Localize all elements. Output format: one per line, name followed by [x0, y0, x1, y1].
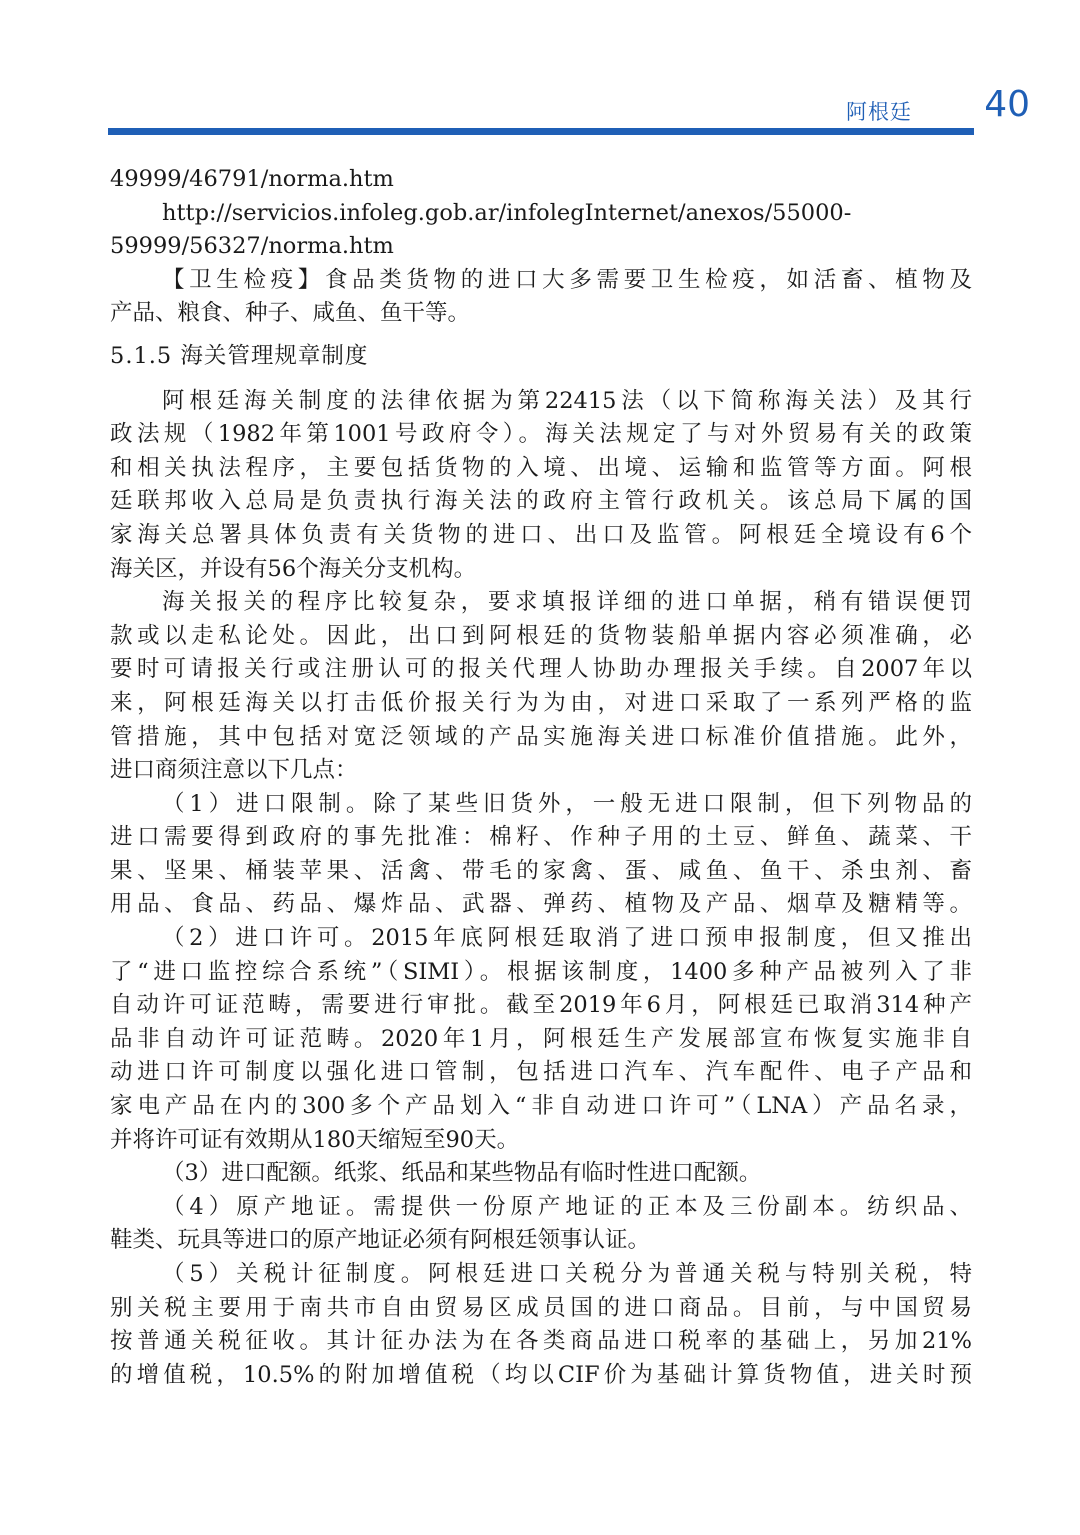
paragraph-line: 政法规（1982年第1001号政府令）。海关法规定了与对外贸易有关的政策	[110, 421, 972, 448]
url-line-end: 49999/46791/norma.htm	[110, 166, 394, 192]
list-item-import-quota: （3）进口配额。纸浆、纸品和某些物品有临时性进口配额。	[162, 1160, 762, 1187]
paragraph-line: 品非自动许可证范畴。2020年1月，阿根廷生产发展部宣布恢复实施非自	[110, 1025, 972, 1052]
list-item-certificate-of-origin: （4）原产地证。需提供一份原产地证的正本及三份副本。纺织品、	[162, 1193, 972, 1220]
paragraph-line: 海关报关的程序比较复杂，要求填报详细的进口单据，稍有错误便罚	[162, 589, 972, 616]
section-heading: 5.1.5 海关管理规章制度	[110, 342, 369, 369]
paragraph-line: 的增值税，10.5%的附加增值税（均以CIF价为基础计算货物值，进关时预	[110, 1361, 972, 1388]
url-link[interactable]: http://servicios.infoleg.gob.ar/infolegInternet/anexos/55000-	[162, 199, 852, 226]
list-item-import-license: （2）进口许可。2015年底阿根廷取消了进口预申报制度，但又推出	[162, 925, 972, 952]
url-line-end: 59999/56327/norma.htm	[110, 233, 394, 260]
paragraph-line: 来，阿根廷海关以打击低价报关行为为由，对进口采取了一系列严格的监	[110, 689, 972, 716]
paragraph-line: 进口商须注意以下几点：	[110, 757, 358, 784]
paragraph-line: 【卫生检疫】食品类货物的进口大多需要卫生检疫，如活畜、植物及	[162, 266, 972, 293]
paragraph-line: 用品、食品、药品、爆炸品、武器、弹药、植物及产品、烟草及糖精等。	[110, 891, 972, 918]
header-country-title: 阿根廷	[846, 100, 912, 124]
paragraph-line: 并将许可证有效期从180天缩短至90天。	[110, 1126, 520, 1153]
list-item-import-restriction: （1）进口限制。除了某些旧货外，一般无进口限制，但下列物品的	[162, 790, 972, 817]
list-item-tariff-system: （5）关税计征制度。阿根廷进口关税分为普通关税与特别关税，特	[162, 1261, 972, 1287]
paragraph-line: 和相关执法程序，主要包括货物的入境、出境、运输和监管等方面。阿根	[110, 454, 972, 481]
paragraph-line: 产品、粮食、种子、咸鱼、鱼干等。	[110, 300, 471, 327]
paragraph-line: 要时可请报关行或注册认可的报关代理人协助办理报关手续。自2007年以	[110, 656, 972, 683]
page-number: 40	[984, 84, 1030, 125]
paragraph-line: 款或以走私论处。因此，出口到阿根廷的货物装船单据内容必须准确，必	[110, 622, 972, 649]
paragraph-line: 鞋类、玩具等进口的原产地证必须有阿根廷领事认证。	[110, 1227, 651, 1254]
page-header	[108, 84, 1030, 128]
paragraph-line: 阿根廷海关制度的法律依据为第22415法（以下简称海关法）及其行	[162, 387, 972, 414]
header-rule	[108, 128, 974, 135]
paragraph-line: 家电产品在内的300多个产品划入“非自动进口许可”（LNA）产品名录，	[110, 1093, 972, 1120]
document-body	[110, 163, 972, 1392]
paragraph-line: 进口需要得到政府的事先批准：棉籽、作种子用的土豆、鲜鱼、蔬菜、干	[110, 824, 972, 851]
paragraph-line: 动进口许可制度以强化进口管制，包括进口汽车、汽车配件、电子产品和	[110, 1059, 972, 1086]
paragraph-line: 按普通关税征收。其计征办法为在各类商品进口税率的基础上，另加21%	[110, 1328, 972, 1355]
paragraph-line: 果、坚果、桶装苹果、活禽、带毛的家禽、蛋、咸鱼、鱼干、杀虫剂、畜	[110, 857, 972, 884]
paragraph-line: 别关税主要用于南共市自由贸易区成员国的进口商品。目前，与中国贸易	[110, 1294, 972, 1321]
paragraph-line: 自动许可证范畴，需要进行审批。截至2019年6月，阿根廷已取消314种产	[110, 992, 972, 1019]
paragraph-line: 了“进口监控综合系统”（SIMI）。根据该制度，1400多种产品被列入了非	[110, 958, 972, 985]
paragraph-line: 家海关总署具体负责有关货物的进口、出口及监管。阿根廷全境设有6个	[110, 521, 972, 548]
paragraph-line: 廷联邦收入总局是负责执行海关法的政府主管行政机关。该总局下属的国	[110, 488, 972, 515]
paragraph-line: 管措施，其中包括对宽泛领域的产品实施海关进口标准价值措施。此外，	[110, 723, 972, 750]
paragraph-line: 海关区，并设有56个海关分支机构。	[110, 555, 477, 582]
